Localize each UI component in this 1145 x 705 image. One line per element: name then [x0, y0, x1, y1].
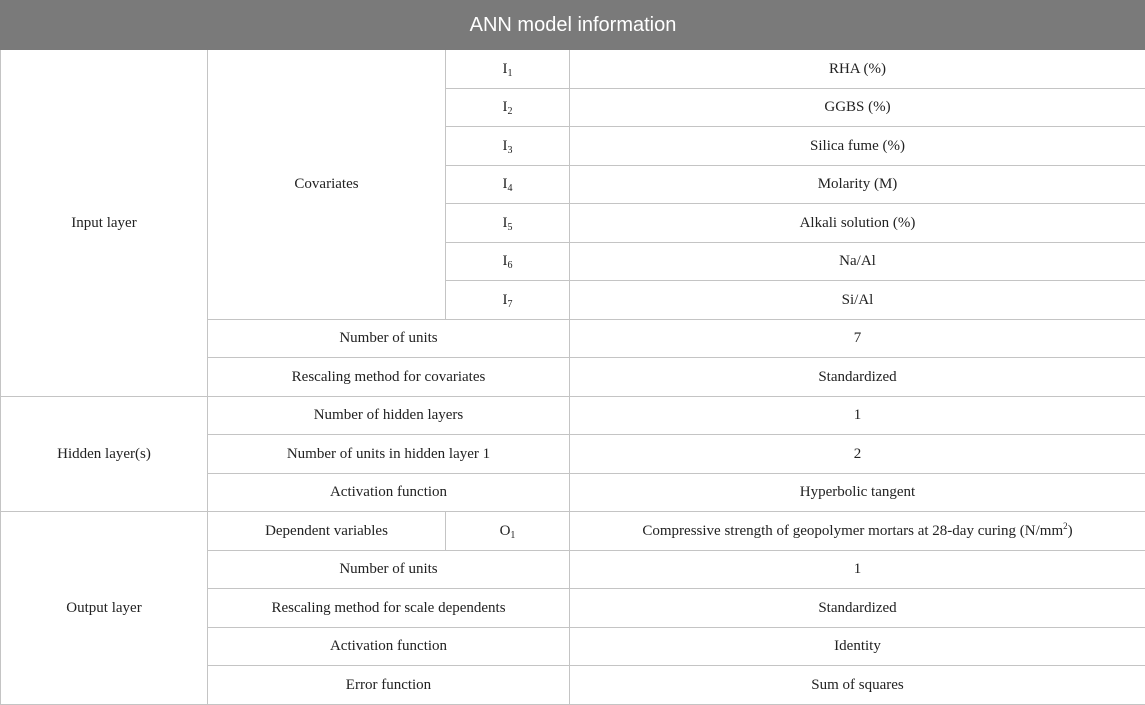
error-function-label: Error function	[208, 666, 570, 705]
covariate-id: $I_3$	[446, 127, 570, 166]
covariate-name: Alkali solution (%)	[570, 204, 1145, 243]
covariates-label: Covariates	[208, 50, 446, 320]
hidden-layer-label: Hidden layer(s)	[1, 396, 208, 512]
covariate-id: $I_6$	[446, 242, 570, 281]
output-num-units-label: Number of units	[208, 550, 570, 589]
covariate-name: Si/Al	[570, 281, 1145, 320]
output-rescaling-value: Standardized	[570, 589, 1145, 628]
covariate-name: Silica fume (%)	[570, 127, 1145, 166]
output-activation-label: Activation function	[208, 627, 570, 666]
hidden-activation-value: Hyperbolic tangent	[570, 473, 1145, 512]
hidden-num-units-value: 2	[570, 435, 1145, 474]
hidden-activation-label: Activation function	[208, 473, 570, 512]
covariate-id: $I_7$	[446, 281, 570, 320]
table-title: ANN model information	[1, 1, 1145, 50]
input-rescaling-label: Rescaling method for covariates	[208, 358, 570, 397]
covariate-name: GGBS (%)	[570, 88, 1145, 127]
output-layer-label: Output layer	[1, 512, 208, 705]
hidden-num-units-label: Number of units in hidden layer 1	[208, 435, 570, 474]
covariate-name: RHA (%)	[570, 50, 1145, 89]
hidden-num-layers-label: Number of hidden layers	[208, 396, 570, 435]
input-num-units-label: Number of units	[208, 319, 570, 358]
covariate-id: $I_4$	[446, 165, 570, 204]
dependent-variables-label: Dependent variables	[208, 512, 446, 551]
dependent-variable-name: Compressive strength of geopolymer mortars at 28-day curing $(N/mm^2)$	[570, 512, 1145, 551]
output-activation-value: Identity	[570, 627, 1145, 666]
output-num-units-value: 1	[570, 550, 1145, 589]
input-layer-label: Input layer	[1, 50, 208, 397]
covariate-name: Na/Al	[570, 242, 1145, 281]
covariate-name: Molarity (M)	[570, 165, 1145, 204]
input-rescaling-value: Standardized	[570, 358, 1145, 397]
input-num-units-value: 7	[570, 319, 1145, 358]
covariate-id: $I_5$	[446, 204, 570, 243]
error-function-value: Sum of squares	[570, 666, 1145, 705]
covariate-id: $I_2$	[446, 88, 570, 127]
output-rescaling-label: Rescaling method for scale dependents	[208, 589, 570, 628]
covariate-id: $I_1$	[446, 50, 570, 89]
hidden-num-layers-value: 1	[570, 396, 1145, 435]
dependent-variable-id: $O_1$	[446, 512, 570, 551]
